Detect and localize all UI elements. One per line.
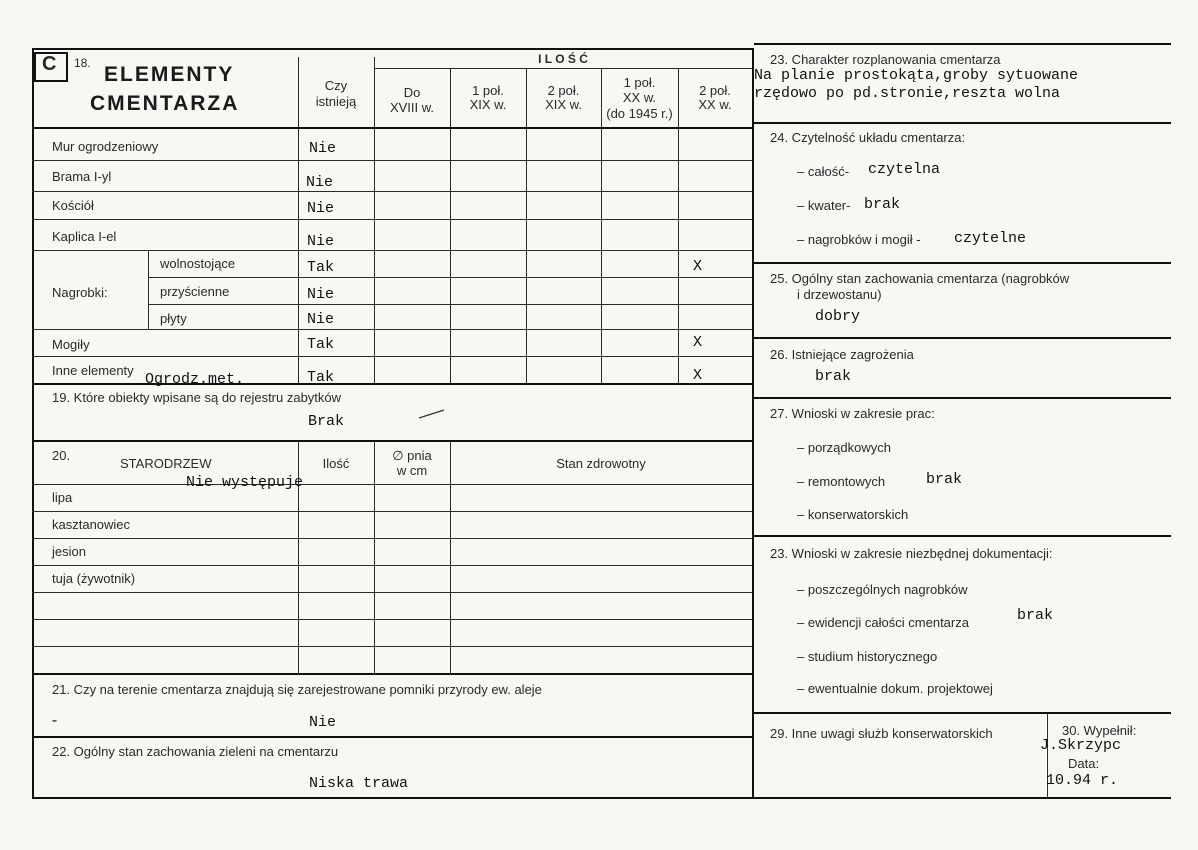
sec28-label: 23. Wnioski w zakresie niezbędnej dokumentacji: — [770, 546, 1053, 561]
rule — [32, 160, 752, 161]
mark-x: X — [693, 367, 703, 384]
sec20-note: Nie występuje — [186, 474, 304, 491]
row-value: Tak — [307, 369, 335, 386]
sec28-item: – ewentualnie dokum. projektowej — [797, 681, 993, 696]
rule — [32, 329, 752, 330]
rule — [148, 277, 752, 278]
sec27-item: – porządkowych — [797, 440, 891, 455]
sec25-label-1: 25. Ogólny stan zachowania cmentarza (nagrobków — [770, 271, 1070, 286]
sec21-dash: - — [50, 713, 60, 730]
section-number: 18. — [74, 56, 91, 70]
rule — [32, 511, 752, 512]
sec24-item-value: brak — [864, 196, 901, 213]
rule — [754, 397, 1171, 399]
sec28-item: – ewidencji całości cmentarza — [797, 615, 969, 630]
sec26-label: 26. Istniejące zagrożenia — [770, 347, 914, 362]
col-pnia-2: w cm — [396, 463, 428, 478]
section-title-line1: ELEMENTY — [104, 63, 235, 86]
period-1-b: XVIII w. — [389, 100, 435, 115]
sec27-item: – remontowych — [797, 474, 886, 489]
rule — [32, 736, 752, 738]
row-value: Tak — [307, 336, 335, 353]
row-value: Tak — [307, 259, 335, 276]
sec30-label: 30. Wypełnił: — [1062, 723, 1137, 738]
section-code: C — [42, 53, 57, 75]
sec30-date-label: Data: — [1068, 756, 1100, 771]
sec24-item-label: – całość- — [797, 164, 850, 179]
sec28-item: – poszczególnych nagrobków — [797, 582, 968, 597]
row-label: Kaplica I-el — [52, 229, 117, 244]
sec30-name: J.Skrzypc — [1040, 737, 1122, 754]
sec25-label-2: i drzewostanu) — [797, 287, 882, 302]
rule — [32, 538, 752, 539]
sec24-item-value: czytelne — [954, 230, 1027, 247]
tree-label: tuja (żywotnik) — [52, 571, 136, 586]
sec24-item-label: – nagrobków i mogił - — [797, 232, 921, 247]
sec27-item: – konserwatorskich — [797, 507, 909, 522]
row-label: płyty — [160, 311, 187, 326]
rule — [32, 797, 754, 799]
rule — [752, 48, 754, 798]
sec19-value: Brak — [308, 413, 345, 430]
rule — [754, 797, 1171, 799]
col-stan: Stan zdrowotny — [556, 456, 646, 471]
row-value: Nie — [306, 174, 334, 191]
sec20-title: STARODRZEW — [120, 456, 212, 471]
rule — [32, 565, 752, 566]
rule — [450, 442, 451, 674]
sec23-line1: Na planie prostokąta,groby sytuowane — [754, 67, 1079, 84]
rule — [32, 484, 752, 485]
rule — [32, 356, 752, 357]
mark-x: X — [693, 334, 703, 351]
sec23-line2: rzędowo po pd.stronie,reszta wolna — [754, 85, 1061, 102]
rule — [148, 304, 752, 305]
sec25-value: dobry — [815, 308, 861, 325]
col-pnia-1: ∅ pnia — [392, 448, 432, 463]
sec27-label: 27. Wnioski w zakresie prac: — [770, 406, 935, 421]
col-ilosc: Ilość — [322, 456, 350, 471]
rule — [32, 191, 752, 192]
sec22-label: 22. Ogólny stan zachowania zieleni na cmentarzu — [52, 744, 339, 759]
rule — [148, 250, 149, 329]
sec28-value: brak — [1017, 607, 1054, 624]
sec23-label: 23. Charakter rozplanowania cmentarza — [770, 52, 1001, 67]
period-2-a: 1 poł. — [472, 83, 504, 98]
row-value: Nie — [307, 311, 335, 328]
row-label: przyścienne — [160, 284, 230, 299]
rule — [754, 122, 1171, 124]
rule — [678, 69, 679, 383]
row-group-label: Nagrobki: — [52, 285, 108, 300]
row-extra: Ogrodz.met. — [145, 371, 245, 388]
row-label: Kościół — [52, 198, 94, 213]
rule — [526, 69, 527, 383]
sec30-date: 10.94 r. — [1046, 772, 1119, 789]
rule — [32, 127, 752, 129]
row-label: Brama I-yl — [52, 169, 112, 184]
sec24-label: 24. Czytelność układu cmentarza: — [770, 130, 966, 145]
rule — [32, 646, 752, 647]
sec19-label: 19. Które obiekty wpisane są do rejestru zabytków — [52, 390, 342, 405]
row-value: Nie — [307, 286, 335, 303]
sec27-value: brak — [926, 471, 963, 488]
mark-x: X — [693, 258, 703, 275]
sec26-value: brak — [815, 368, 852, 385]
rule — [32, 619, 752, 620]
row-value: Nie — [309, 140, 337, 157]
sec20-number: 20. — [52, 448, 71, 463]
col-czy-2: istnieją — [315, 94, 357, 109]
rule — [32, 440, 752, 442]
rule — [754, 337, 1171, 339]
period-3-a: 2 poł. — [547, 83, 580, 98]
tree-label: lipa — [52, 490, 73, 505]
sec28-item: – studium historycznego — [797, 649, 938, 664]
rule — [32, 48, 753, 50]
rule — [450, 69, 451, 383]
rule — [374, 68, 752, 69]
row-label: Mur ogrodzeniowy — [52, 139, 159, 154]
row-label: Inne elementy — [52, 363, 134, 378]
sec24-item-label: – kwater- — [797, 198, 851, 213]
sec21-value: Nie — [309, 714, 337, 731]
rule — [32, 219, 752, 220]
sec22-value: Niska trawa — [309, 775, 409, 792]
sec29-label: 29. Inne uwagi służb konserwatorskich — [770, 726, 993, 741]
rule — [32, 250, 752, 251]
sec21-label: 21. Czy na terenie cmentarza znajdują się zarejestrowane pomniki przyrody ew. aleje — [52, 682, 542, 697]
rule — [32, 383, 752, 385]
row-value: Nie — [307, 200, 335, 217]
row-label: wolnostojące — [160, 256, 236, 271]
row-label: Mogiły — [52, 337, 90, 352]
pen-stroke — [418, 408, 446, 420]
tree-label: jesion — [52, 544, 86, 559]
period-5-b: XX w. — [698, 97, 732, 112]
period-1-a: Do — [403, 85, 421, 100]
period-4-b: XX w. — [622, 90, 657, 105]
period-5-a: 2 poł. — [699, 83, 731, 98]
section-title-line2: CMENTARZA — [90, 92, 240, 115]
rule — [754, 43, 1171, 45]
rule — [754, 535, 1171, 537]
col-czy-1: Czy — [324, 78, 348, 93]
rule — [754, 712, 1171, 714]
row-value: Nie — [307, 233, 335, 250]
period-4-c: (do 1945 r.) — [606, 106, 673, 121]
period-4-a: 1 poł. — [623, 75, 656, 90]
sec24-item-value: czytelna — [868, 161, 941, 178]
period-2-b: XIX w. — [469, 97, 507, 112]
rule — [32, 592, 752, 593]
rule — [32, 673, 752, 675]
ilosc-header: I L O Ś Ć — [538, 52, 588, 66]
rule — [754, 262, 1171, 264]
tree-label: kasztanowiec — [52, 517, 131, 532]
period-3-b: XIX w. — [545, 97, 582, 112]
